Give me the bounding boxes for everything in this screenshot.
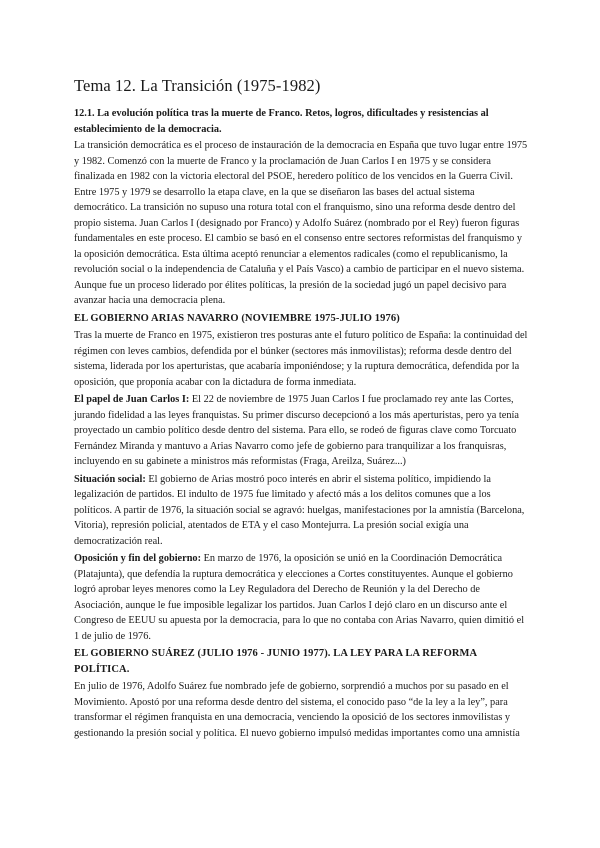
social-text: El gobierno de Arias mostró poco interés en abrir el sistema político, impidiendo la legalización de partidos. El indulto de 1975 fue limitado y afectó más a los delitos comunes que a los políticos. A partir de 1976, la situación social se agravó: huelgas, manifestaciones por la amnistía (Barcelona, Vitoria), represión policial, atentados de ETA y el caso Montejurra. La presión social exigía una democratización real. xyxy=(74,473,525,547)
section-heading: 12.1. La evolución política tras la muerte de Franco. Retos, logros, dificultades y resistencias al establecimiento de la democracia. xyxy=(74,108,489,135)
opposition-text: En marzo de 1976, la oposición se unió en la Coordinación Democrática (Platajunta), que defendía la ruptura democrática y elecciones a Cortes constituyentes. Aunque el gobierno logró aprobar leyes menores como la Ley Reguladora del Derecho de Reunión y la del Derecho de Asociación, aunque le fue imposible legalizar los partidos. Juan Carlos I dejó claro en un discurso ante el Congreso de EEUU su apuesta por la democracia, para lo que no contaba con Arias Navarro, quien dimitió el 1 de julio de 1976. xyxy=(74,553,525,642)
opposition-lead: Oposición y fin del gobierno: xyxy=(74,553,202,564)
social-paragraph xyxy=(74,472,530,550)
juan-carlos-paragraph xyxy=(74,392,530,470)
opposition-paragraph xyxy=(74,551,530,644)
page-title: Tema 12. La Transición (1975-1982) xyxy=(74,76,321,95)
juan-carlos-lead: El papel de Juan Carlos I: xyxy=(74,394,190,405)
arias-navarro-heading: EL GOBIERNO ARIAS NAVARRO (NOVIEMBRE 1975-JULIO 1976) xyxy=(74,312,400,324)
arias-intro-paragraph: Tras la muerte de Franco en 1975, existieron tres posturas ante el futuro político de España: la continuidad del régimen con leves cambios, defendida por el búnker (sectores más inmovilistas); reforma desde dentro del sistema, liderada por los aperturistas, que acabaría imponiéndose; y la ruptura democrática, defendida por la oposición, que proponía acabar con la dictadura de forma inmediata. xyxy=(74,330,528,388)
intro-paragraph: La transición democrática es el proceso de instauración de la democracia en España que tuvo lugar entre 1975 y 1982. Comenzó con la muerte de Franco y la proclamación de Juan Carlos I en 1975 y se considera finalizada en 1982 con la victoria electoral del PSOE, heredero político de los vencidos en la Guerra Civil. Entre 1975 y 1979 se desarrollo la etapa clave, en la que se diseñaron las bases del actual sistema democrático. La transición no supuso una rotura total con el franquismo, sino una reforma desde dentro del propio sistema. Juan Carlos I (designado por Franco) y Adolfo Suárez (nombrado por el Rey) fueron figuras fundamentales en este proceso. El cambio se basó en el consenso entre sectores reformistas del franquismo y la oposición democrática. Esta última aceptó renunciar a elementos radicales (como el republicanismo, la revolución social o la independencia de Cataluña y el País Vasco) a cambio de participar en el nuevo sistema. Aunque fue un proceso liderado por élites políticas, la presión de la sociedad jugó un papel decisivo para avanzar hacia una democracia plena. xyxy=(74,140,528,306)
juan-carlos-text: El 22 de noviembre de 1975 Juan Carlos I fue proclamado rey ante las Cortes, jurando fidelidad a las leyes franquistas. Su primer discurso decepcionó a los más aperturistas, pero ya tenía proyectado un cambio político desde dentro del sistema. Para ello, se rodeó de figuras clave como Torcuato Fernández Miranda y mantuvo a Arias Navarro como jefe de gobierno para tranquilizar a los franquisras, incluyendo en su gabinete a ministros más reformistas (Fraga, Areilza, Suárez...) xyxy=(74,394,519,467)
suarez-heading: EL GOBIERNO SUÁREZ (JULIO 1976 - JUNIO 1977). LA LEY PARA LA REFORMA POLÍTICA. xyxy=(74,648,477,675)
suarez-paragraph: En julio de 1976, Adolfo Suárez fue nombrado jefe de gobierno, sorprendió a muchos por su pasado en el Movimiento. Apostó por una reforma desde dentro del sistema, el conocido paso “de la ley a la ley”, para transformar el régimen franquista en una democracia, venciendo la oposició de los sectores inmovilistas y gestionando la presión social y política. El nuevo gobierno impulsó medidas importantes como una amnistía xyxy=(74,681,520,739)
social-lead: Situación social: xyxy=(74,473,146,485)
